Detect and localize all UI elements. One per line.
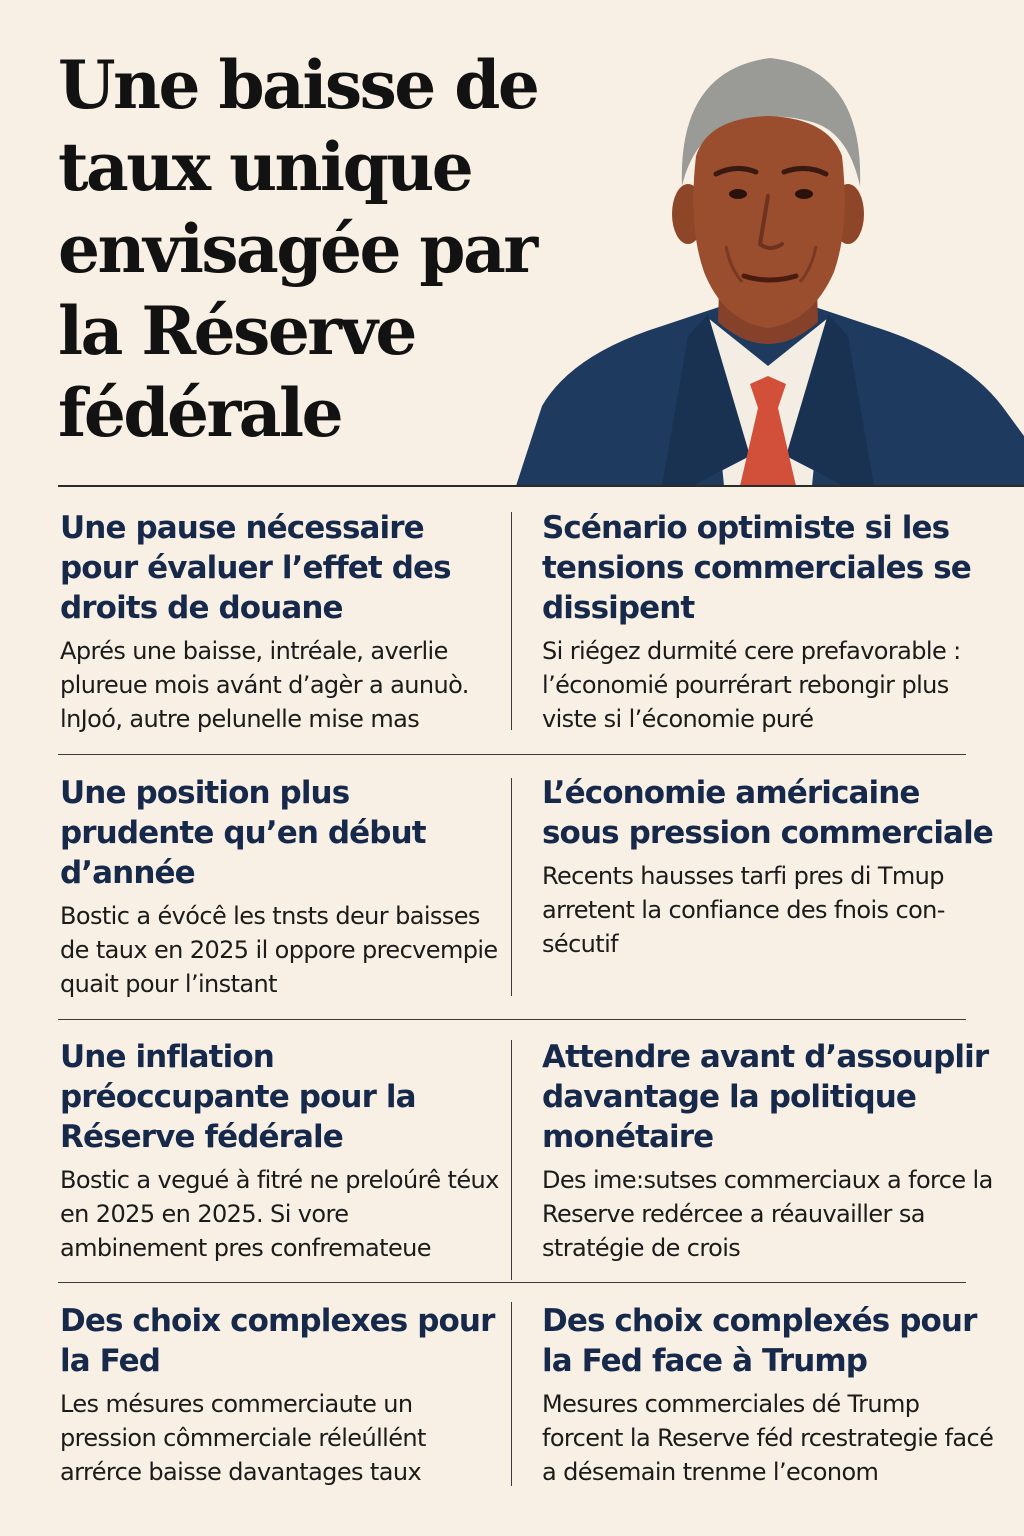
section-card [542,508,1002,736]
section-heading: L’économie américaine sous pression commerciale [542,775,993,851]
section-card [60,773,500,1001]
row-divider [58,1282,966,1283]
section-body: Aprés une baisse, intréale, averlie plureue mois avánt d’agèr a aunuò. lnJoó, autre pelunelle mise mas [60,637,469,733]
section-card [542,773,1002,961]
section-body: Mesures commerciales dé Trump forcent la Reserve féd rcestrategie facé a désemain trenme l’econom [542,1390,994,1486]
section-card [60,1037,500,1265]
section-body: Si riégez durmité cere prefavorable : l’économié pourrérart rebongir plus viste si l’économie puré [542,637,961,733]
section-heading: Scénario optimiste si les tensions commerciales se dissipent [542,510,971,626]
section-heading: Une pause nécessaire pour évaluer l’effet des droits de douane [60,510,451,626]
column-divider [511,1040,512,1280]
section-heading: Une position plus prudente qu’en début d’année [60,775,426,891]
column-divider [511,778,512,996]
header-divider [58,485,1024,487]
page-title: Une baisse de taux unique envisagée par la Réserve fédérale [58,46,538,452]
column-divider [511,1302,512,1486]
section-card [60,1301,500,1489]
section-body: Bostic a vegué à fitré ne preloúrê téux en 2025 en 2025. Si vore ambinement pres confremateue [60,1166,499,1262]
section-body: Recents hausses tarfi pres di Tmup arretent la confiance des fnois con-sécutif [542,862,945,958]
section-heading: Des choix complexes pour la Fed [60,1303,495,1379]
column-divider [511,512,512,730]
row-divider [58,754,966,755]
section-heading: Des choix complexés pour la Fed face à Trump [542,1303,977,1379]
section-card [542,1037,1002,1265]
section-body: Les mésures commerciaute un pression cômmerciale réleúllént arrérce baisse davantages taux [60,1390,426,1486]
man-in-suit-portrait [512,36,1024,486]
section-body: Des ime:sutses commerciaux a force la Reserve redércee a réauvailler sa stratégie de crois [542,1166,993,1262]
section-card [60,508,500,736]
section-heading: Une inflation préoccupante pour la Réserve fédérale [60,1039,416,1155]
section-heading: Attendre avant d’assouplir davantage la politique monétaire [542,1039,989,1155]
section-body: Bostic a évócê les tnsts deur baisses de taux en 2025 il oppore precvempie quait pour l’instant [60,902,498,998]
row-divider [58,1019,966,1020]
section-card [542,1301,1002,1489]
